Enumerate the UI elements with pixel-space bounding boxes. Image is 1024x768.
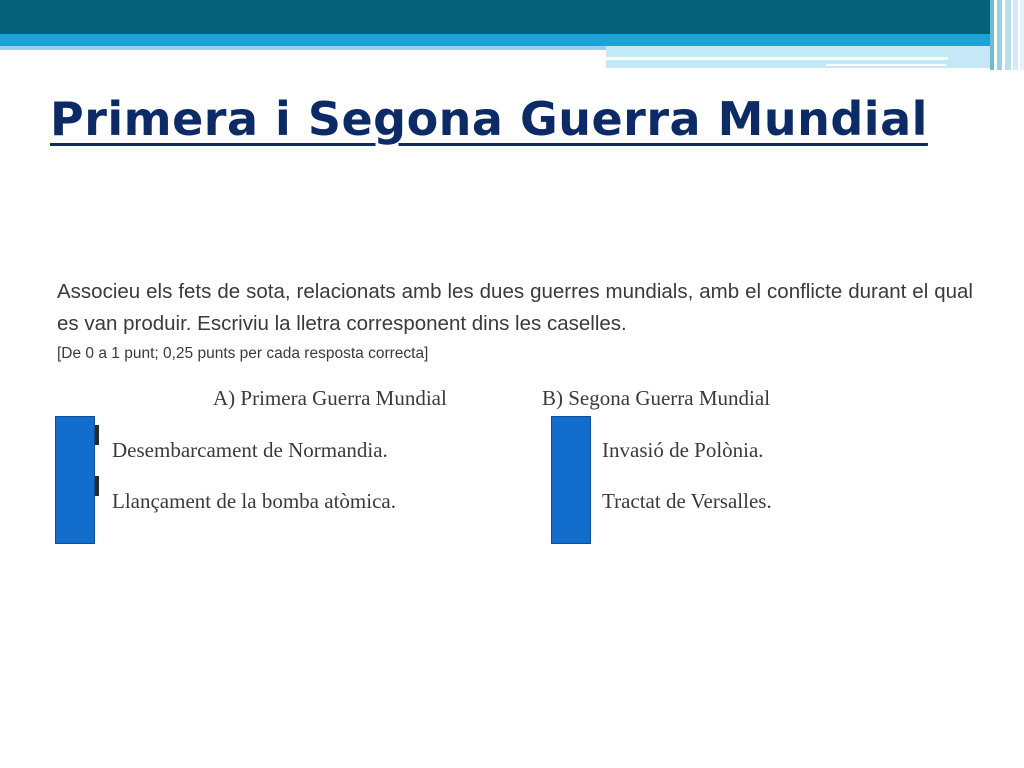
header-vertical-stripes [990,0,1024,70]
item-atomic-bomb: Llançament de la bomba atòmica. [112,489,396,513]
slide-title: Primera i Segona Guerra Mundial [50,92,928,146]
header-bar-line [606,57,948,60]
answer-box-left[interactable] [55,416,95,544]
answer-box-notch [95,425,99,445]
item-versailles-treaty: Tractat de Versalles. [602,489,772,513]
option-a-label: A) Primera Guerra Mundial [213,386,447,410]
header-bar-light [0,46,606,50]
instructions-text: Associeu els fets de sota, relacionats amb les dues guerres mundials, amb el conflicte durant el qual es van produir. Escriviu la lletra corresponent dins les caselles. [57,280,973,335]
option-b-label: B) Segona Guerra Mundial [542,386,771,410]
item-normandy-landing: Desembarcament de Normandia. [112,438,388,462]
answer-box-right[interactable] [551,416,591,544]
item-poland-invasion: Invasió de Polònia. [602,438,764,462]
header-bar-blue [0,34,1024,46]
scoring-note: [De 0 a 1 punt; 0,25 punts per cada resposta correcta] [57,345,429,362]
header-bar-dark [0,0,1024,34]
answer-box-notch [95,476,99,496]
header-bar-line-short [826,64,946,66]
